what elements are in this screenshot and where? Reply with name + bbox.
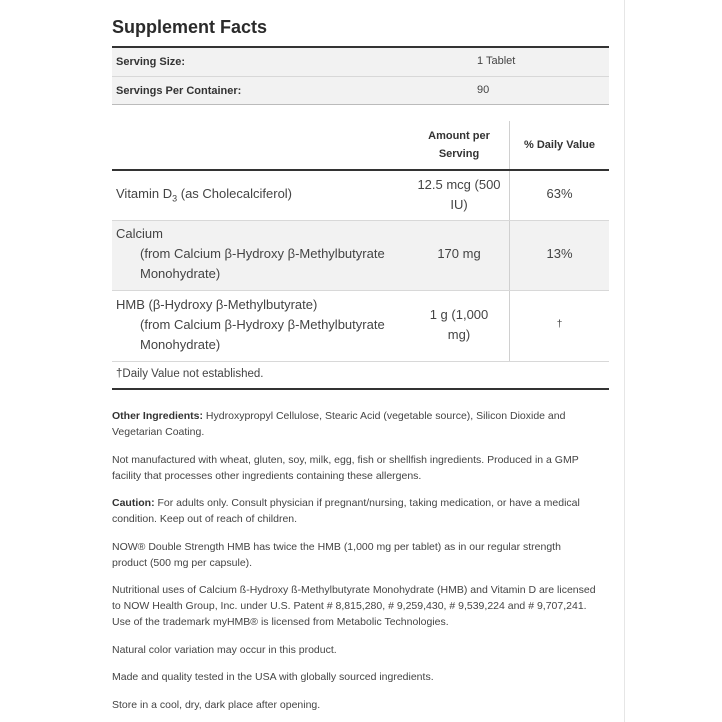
nutrient-daily-value: 13% xyxy=(546,246,573,261)
nutrient-source-line1: (from Calcium β-Hydroxy β-Methylbutyrate xyxy=(140,246,385,261)
other-ingredients-paragraph xyxy=(112,408,609,440)
nutrient-row-vitamin-d xyxy=(112,171,609,220)
caution-paragraph xyxy=(112,495,609,527)
serving-size-value: 1 Tablet xyxy=(477,55,516,67)
strength-line1: NOW® Double Strength HMB has twice the HMB (1,000 mg per tablet) as in our regular strength xyxy=(112,541,561,553)
amount-header-line1: Amount per xyxy=(428,130,490,142)
allergen-paragraph xyxy=(112,452,609,484)
license-line1: Nutritional uses of Calcium ß-Hydroxy ß-Methylbutyrate Monohydrate (HMB) and Vitamin D are licensed xyxy=(112,584,596,596)
strength-line2: product (500 mg per capsule). xyxy=(112,557,253,569)
nutrient-amount-line2: mg) xyxy=(447,327,471,342)
color-variation-note: Natural color variation may occur in this product. xyxy=(112,644,337,656)
license-line3: Use of the trademark myHMB® is licensed from Metabolic Technologies. xyxy=(112,616,449,628)
nutrient-name-text: Vitamin D xyxy=(116,186,173,201)
nutrient-daily-value: 63% xyxy=(546,186,573,201)
nutrient-amount-line1: 12.5 mcg (500 xyxy=(417,177,501,192)
row-separator xyxy=(112,104,609,105)
servings-per-container-row xyxy=(112,77,609,105)
nutrient-row-calcium xyxy=(112,221,609,290)
other-ingredients-text: Hydroxypropyl Cellulose, Stearic Acid (vegetable source), Silicon Dioxide and xyxy=(203,410,566,422)
license-paragraph xyxy=(112,582,609,630)
nutrient-name-text: HMB (β-Hydroxy β-Methylbutyrate) xyxy=(116,297,318,312)
row-separator xyxy=(112,361,609,362)
caution-text-line2: condition. Keep out of reach of children. xyxy=(112,513,298,525)
amount-per-serving-header xyxy=(409,127,509,163)
other-ingredients-text-line2: Vegetarian Coating. xyxy=(112,426,205,438)
panel-title: Supplement Facts xyxy=(112,17,268,37)
nutrient-amount xyxy=(409,175,509,215)
made-in-usa-note: Made and quality tested in the USA with globally sourced ingredients. xyxy=(112,671,434,683)
nutrient-row-hmb xyxy=(112,291,609,361)
daily-value-header: % Daily Value xyxy=(524,139,595,151)
nutrient-amount xyxy=(409,305,509,345)
nutrient-source-line2: Monohydrate) xyxy=(140,337,221,352)
page-divider xyxy=(624,0,625,722)
nutrient-source-line1: (from Calcium β-Hydroxy β-Methylbutyrate xyxy=(140,317,385,332)
nutrient-amount-line1: 1 g (1,000 xyxy=(429,307,489,322)
servings-per-container-label: Servings Per Container: xyxy=(116,85,242,97)
daily-value-footnote: †Daily Value not established. xyxy=(116,368,264,380)
nutrient-daily-value: † xyxy=(556,319,563,330)
nutrient-name xyxy=(116,184,292,209)
nutrient-name-text: Calcium xyxy=(116,226,163,241)
caution-text: For adults only. Consult physician if pregnant/nursing, taking medication, or have a medical xyxy=(154,497,580,509)
nutrient-amount-line2: IU) xyxy=(450,197,468,212)
serving-size-row xyxy=(112,48,609,76)
nutrient-amount: 170 mg xyxy=(437,246,481,261)
strength-paragraph xyxy=(112,539,609,571)
license-line2: to NOW Health Group, Inc. under U.S. Patent # 8,815,280, # 9,259,430, # 9,539,224 and # 9,707,241. xyxy=(112,600,587,612)
allergen-line2: facility that processes other ingredients containing these allergens. xyxy=(112,470,422,482)
servings-per-container-value: 90 xyxy=(477,84,490,96)
bottom-rule xyxy=(112,388,609,390)
nutrient-name xyxy=(116,295,385,355)
nutrient-name-suffix: (as Cholecalciferol) xyxy=(177,186,293,201)
nutrient-name-subscript: 3 xyxy=(172,193,178,204)
amount-header-line2: Serving xyxy=(438,148,480,160)
other-ingredients-label: Other Ingredients: xyxy=(112,410,204,422)
nutrient-name xyxy=(116,224,385,284)
nutrient-source-line2: Monohydrate) xyxy=(140,266,221,281)
serving-size-label: Serving Size: xyxy=(116,56,186,68)
allergen-line1: Not manufactured with wheat, gluten, soy, milk, egg, fish or shellfish ingredients. Produced in a GMP xyxy=(112,454,579,466)
caution-label: Caution: xyxy=(112,497,155,509)
storage-note: Store in a cool, dry, dark place after opening. xyxy=(112,699,321,711)
